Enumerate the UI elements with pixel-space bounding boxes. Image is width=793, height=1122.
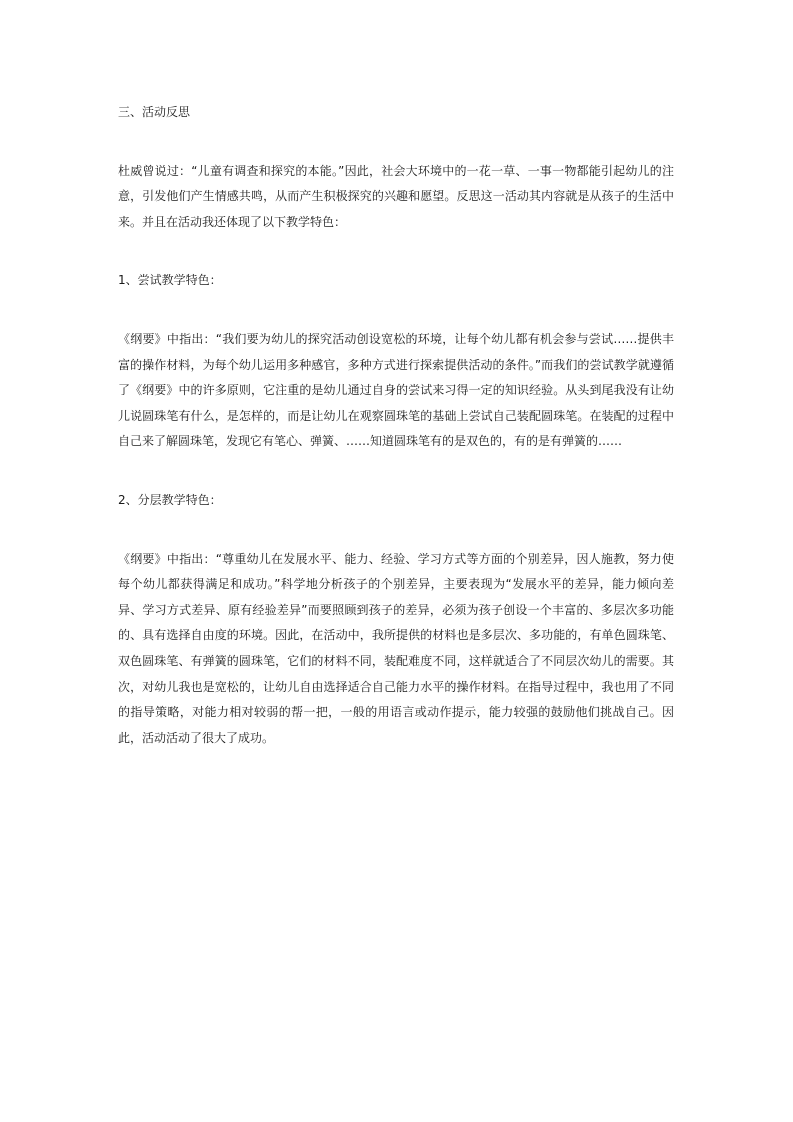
feature1-paragraph: 《纲要》中指出：“我们要为幼儿的探究活动创设宽松的环境，让每个幼儿都有机会参与尝试……提供丰富的操作材料，为每个幼儿运用多种感官，多种方式进行探索提供活动的条件。”而我们的尝试教学就遵循了《纲要》中的许多原则，它注重的是幼儿通过自身的尝试来习得一定的知识经验。从头到尾我没有让幼儿说圆珠笔有什么，是怎样的，而是让幼儿在观察圆珠笔的基础上尝试自己装配圆珠笔。在装配的过程中自己来了解圆珠笔，发现它有笔心、弹簧、……知道圆珠笔有的是双色的，有的是有弹簧的…… — [118, 331, 674, 449]
feature1-heading: 1、尝试教学特色： — [118, 273, 222, 288]
section-heading: 三、活动反思 — [118, 105, 191, 119]
feature2-heading: 2、分层教学特色： — [118, 492, 222, 507]
document-content — [118, 100, 674, 751]
intro-paragraph: 杜威曾说过：“儿童有调查和探究的本能。”因此，社会大环境中的一花一草、一事一物都能引起幼儿的注意，引发他们产生情感共鸣，从而产生积极探究的兴趣和愿望。反思这一活动其内容就是从孩子的生活中来。并且在活动我还体现了以下教学特色： — [118, 163, 674, 229]
feature2-paragraph: 《纲要》中指出：“尊重幼儿在发展水平、能力、经验、学习方式等方面的个别差异，因人施教，努力使每个幼儿都获得满足和成功。”科学地分析孩子的个别差异，主要表现为“发展水平的差异，能力倾向差异、学习方式差异、原有经验差异”而要照顾到孩子的差异，必须为孩子创设一个丰富的、多层次多功能的、具有选择自由度的环境。因此，在活动中，我所提供的材料也是多层次、多功能的，有单色圆珠笔、双色圆珠笔、有弹簧的圆珠笔，它们的材料不同，装配难度不同，这样就适合了不同层次幼儿的需要。其次，对幼儿我也是宽松的，让幼儿自由选择适合自己能力水平的操作材料。在指导过程中，我也用了不同的指导策略，对能力相对较弱的帮一把，一般的用语言或动作提示，能力较强的鼓励他们挑战自己。因此，活动活动了很大了成功。 — [118, 551, 674, 745]
